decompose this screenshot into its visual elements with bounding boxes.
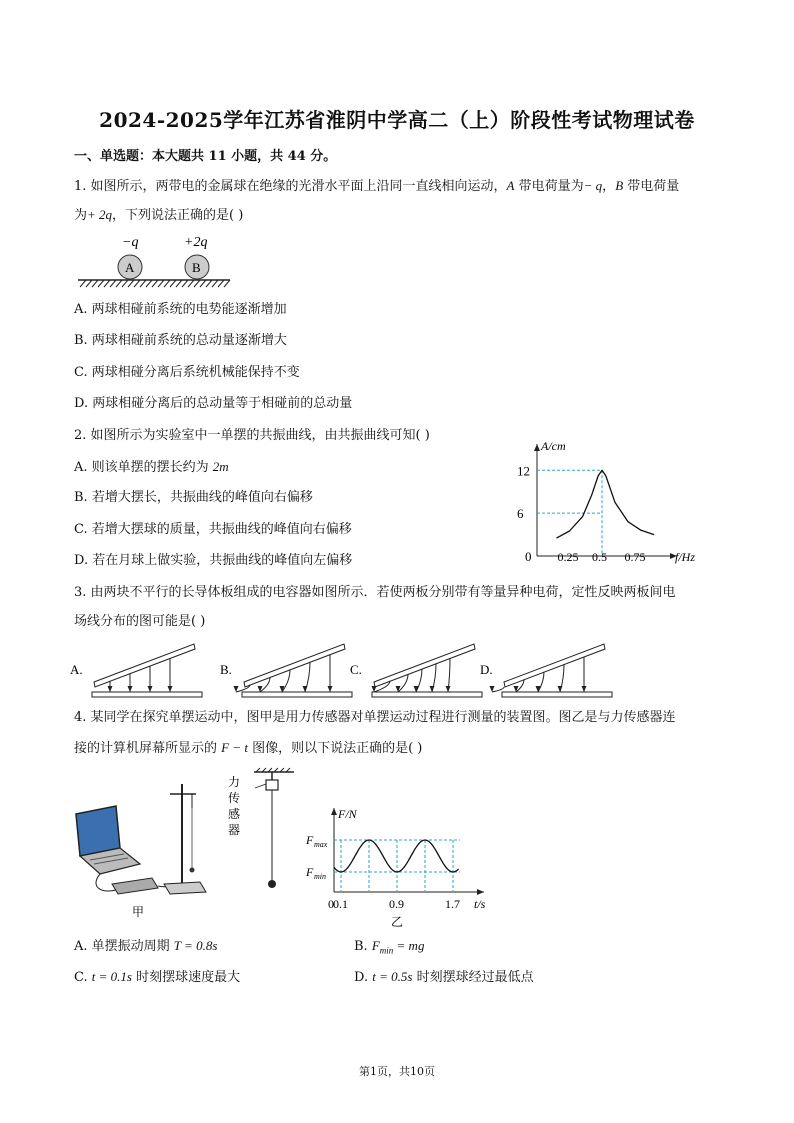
q4-opt-text: 时刻摆球速度最大 xyxy=(131,970,241,985)
hatch-line xyxy=(86,280,92,287)
q1-option-c: C. 两球相碰分离后系统机械能保持不变 xyxy=(74,365,300,380)
q2-option-b: B. 若增大摆长，共振曲线的峰值向右偏移 xyxy=(74,490,313,505)
x-tick-label: 0.1 xyxy=(333,897,348,911)
q4-text: 接的计算机屏幕所显示的 xyxy=(74,741,222,756)
origin-label: 0 xyxy=(328,897,334,911)
ball-b-label: B xyxy=(192,260,201,275)
q4-opt-math: F xyxy=(371,938,380,953)
q4-opt-text: C. xyxy=(74,970,92,985)
q4-stem-line2 xyxy=(74,739,422,758)
bottom-plate xyxy=(242,692,352,697)
hatch-line xyxy=(146,280,152,287)
hatch-line xyxy=(80,280,86,287)
hatch-line xyxy=(218,280,224,287)
q1-figure xyxy=(74,232,234,292)
hatch-line xyxy=(104,280,110,287)
q1-stem-line2 xyxy=(74,206,243,225)
ground-hatching xyxy=(80,280,230,287)
y-axis-arrow xyxy=(331,808,337,815)
q1-stem-line1 xyxy=(74,177,679,196)
q4-pendulum-figure xyxy=(222,768,302,898)
y-tick-fmin: F xyxy=(306,865,314,879)
field-arrow xyxy=(430,686,435,692)
field-arrow xyxy=(168,686,173,692)
hatch-line xyxy=(98,280,104,287)
sensor-label-4: 器 xyxy=(228,823,241,837)
page-footer: 第1页，共10页 xyxy=(359,1065,435,1078)
q2-resonance-chart xyxy=(505,438,696,573)
q4-force-time-chart xyxy=(302,804,502,929)
q1-text: 为 xyxy=(74,208,88,223)
q1-option-a: A. 两球相碰前系统的电势能逐渐增加 xyxy=(74,302,287,317)
q1-fig-charge-b: +2q xyxy=(184,235,208,250)
q1-charge-a: − q xyxy=(583,178,603,193)
top-plate xyxy=(504,644,605,687)
data-collector-icon xyxy=(112,878,158,894)
q3-option-label: B. xyxy=(220,662,232,677)
fig-yi-label: 乙 xyxy=(391,915,404,929)
hatch-line xyxy=(206,280,212,287)
q4-apparatus-figure xyxy=(70,768,210,920)
q1-text: 1. 如图所示，两带电的金属球在绝缘的光滑水平面上沿同一直线相向运动， xyxy=(74,179,507,194)
x-tick-label: 0.25 xyxy=(557,550,579,564)
bottom-plate xyxy=(372,692,482,697)
q1-fig-charge-a: −q xyxy=(122,235,139,250)
y-axis-arrow xyxy=(534,444,540,451)
field-arrow xyxy=(490,686,495,692)
sensor-label-3: 感 xyxy=(228,807,241,821)
sensor-label-1: 力 xyxy=(228,775,241,789)
y-tick-fmax-sub: max xyxy=(314,840,328,849)
q4-option-d xyxy=(354,968,534,987)
y-axis-label: A/cm xyxy=(541,439,566,453)
top-plate xyxy=(374,644,475,687)
q4-opt-text: D. xyxy=(354,970,373,985)
bottom-plate xyxy=(92,692,202,697)
x-axis-label: t/s xyxy=(474,897,486,911)
q3-stem-line2: 场线分布的图可能是( ) xyxy=(74,614,206,629)
force-sensor-icon xyxy=(266,780,278,790)
sensor-label-2: 传 xyxy=(228,791,241,805)
hatch-line xyxy=(188,280,194,287)
q1-text: 带电荷量为 xyxy=(514,179,584,194)
y-tick-fmax: F xyxy=(306,833,314,847)
hatch-line xyxy=(164,280,170,287)
hatch-line xyxy=(152,280,158,287)
hatch-line xyxy=(122,280,128,287)
q3-option-label: A. xyxy=(70,662,83,677)
ball-a-label: A xyxy=(125,260,135,275)
force-curve xyxy=(334,840,459,872)
q4-opt-text: A. 单摆振动周期 xyxy=(74,939,174,954)
q2-option-a-text: A. 则该单摆的摆长约为 xyxy=(74,460,213,475)
q4-opt-math: t = 0.5s xyxy=(372,969,413,984)
q4-stem-line1: 4. 某同学在探究单摆运动中，图甲是用力传感器对单摆运动过程进行测量的装置图。图乙是与力传感器连 xyxy=(74,710,676,725)
q4-opt-math: = mg xyxy=(393,938,425,953)
q4-opt-text: B. xyxy=(354,939,372,954)
q4-opt-math: t = 0.1s xyxy=(91,969,132,984)
field-arrow xyxy=(328,686,333,692)
field-arrow xyxy=(582,686,587,692)
hatch-line xyxy=(128,280,134,287)
q4-option-b xyxy=(354,937,424,960)
y-tick-label: 12 xyxy=(517,463,530,479)
section-heading: 一、单选题：本大题共 11 小题，共 44 分。 xyxy=(74,149,337,164)
hatch-line xyxy=(224,280,230,287)
hatch-line xyxy=(134,280,140,287)
x-tick-label: 1.7 xyxy=(445,897,460,911)
q1-option-b: B. 两球相碰前系统的总动量逐渐增大 xyxy=(74,333,287,348)
q4-text: 图像，则以下说法正确的是( ) xyxy=(247,741,423,756)
q3-option-label: D. xyxy=(480,662,493,677)
q4-opt-text: 时刻摆球经过最低点 xyxy=(412,970,534,985)
field-arrow xyxy=(128,686,133,692)
fig-jia-label: 甲 xyxy=(132,905,145,919)
x-tick-label: 0.9 xyxy=(389,897,404,911)
top-plate xyxy=(94,644,195,687)
q4-option-a xyxy=(74,937,217,956)
q2-option-a-value: 2m xyxy=(212,459,229,474)
q4-opt-math-sub: min xyxy=(379,945,394,956)
pendulum-bob xyxy=(268,880,276,888)
x-axis-label: f/Hz xyxy=(675,550,696,564)
hatch-line xyxy=(194,280,200,287)
field-arrow xyxy=(558,686,563,692)
x-tick-label: 0.5 xyxy=(592,550,607,564)
field-arrow xyxy=(446,686,451,692)
field-arrow xyxy=(108,686,113,692)
q3-stem-line1: 3. 由两块不平行的长导体板组成的电容器如图所示．若使两板分别带有等量异种电荷，定性反映两板间电 xyxy=(74,585,676,600)
hatch-line xyxy=(158,280,164,287)
origin-label: 0 xyxy=(525,549,532,564)
x-axis-arrow xyxy=(477,889,484,895)
field-line xyxy=(492,687,504,692)
q3-figures xyxy=(70,640,630,702)
page-title: 2024-2025学年江苏省淮阴中学高二（上）阶段性考试物理试卷 xyxy=(99,108,695,132)
hatch-line xyxy=(116,280,122,287)
hatch-line xyxy=(212,280,218,287)
q1-var-a: A xyxy=(506,178,515,193)
hatch-line xyxy=(92,280,98,287)
q1-charge-b: + 2q xyxy=(87,207,113,222)
laptop-icon xyxy=(76,806,140,874)
resonance-curve xyxy=(557,470,655,538)
y-tick-label: 6 xyxy=(517,506,524,522)
iron-stand-icon xyxy=(164,784,206,894)
q1-text: ，下列说法正确的是( ) xyxy=(112,208,244,223)
q4-opt-math: T = 0.8s xyxy=(173,938,218,953)
q2-option-d: D. 若在月球上做实验，共振曲线的峰值向左偏移 xyxy=(74,553,353,568)
y-tick-fmin-sub: min xyxy=(314,872,326,881)
hatch-line xyxy=(182,280,188,287)
field-arrow xyxy=(396,686,401,692)
q2-option-a xyxy=(74,458,229,477)
q3-option-label: C. xyxy=(350,662,362,677)
x-tick-label: 0.75 xyxy=(624,550,646,564)
hatch-line xyxy=(200,280,206,287)
hatch-line xyxy=(110,280,116,287)
q4-option-c xyxy=(74,968,240,987)
field-arrow xyxy=(303,686,308,692)
hatch-line xyxy=(170,280,176,287)
q4-ft: F − t xyxy=(221,740,248,755)
q1-var-b: B xyxy=(615,178,624,193)
q2-option-c: C. 若增大摆球的质量，共振曲线的峰值向右偏移 xyxy=(74,522,352,537)
q2-stem: 2. 如图所示为实验室中一单摆的共振曲线，由共振曲线可知( ) xyxy=(74,428,430,443)
field-arrow xyxy=(148,686,153,692)
bottom-plate xyxy=(502,692,612,697)
q1-text: ， xyxy=(602,179,616,194)
q1-option-d: D. 两球相碰分离后的总动量等于相碰前的总动量 xyxy=(74,396,353,411)
hatch-line xyxy=(140,280,146,287)
hatch-line xyxy=(176,280,182,287)
y-axis-label: F/N xyxy=(338,807,357,821)
q1-text: 带电荷量 xyxy=(623,179,680,194)
